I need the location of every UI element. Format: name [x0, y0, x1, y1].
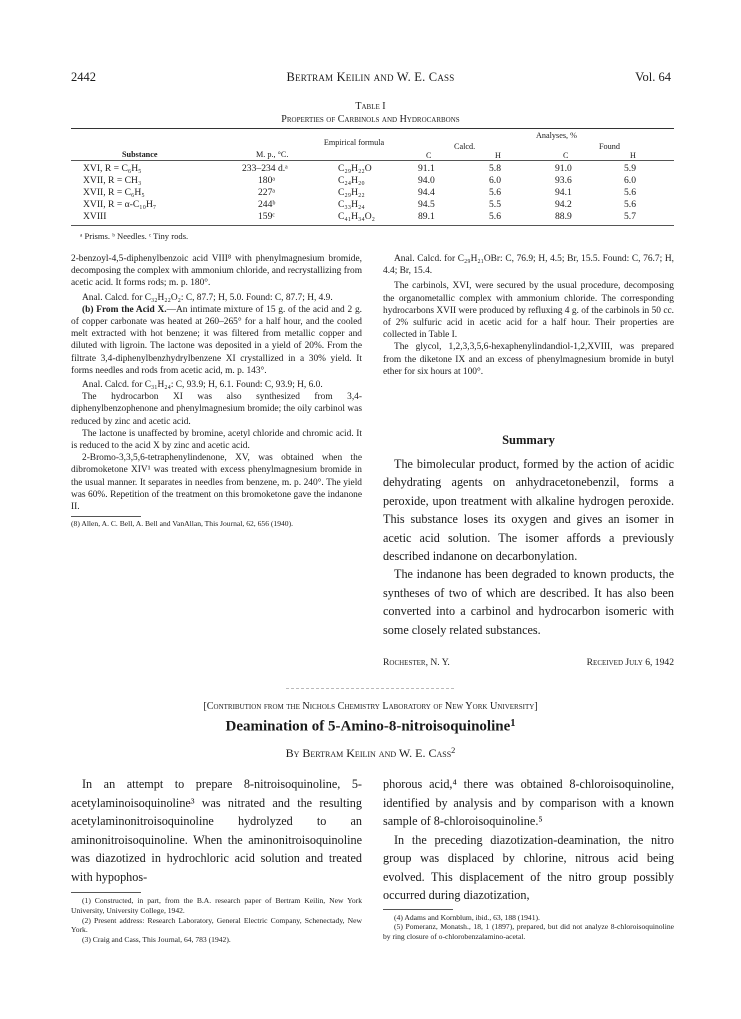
table-col-calcd: Calcd. — [454, 142, 476, 151]
table-col-empirical: Empirical formula — [323, 138, 385, 147]
cell-calc-h: 5.8 — [489, 163, 501, 174]
cell-found-c: 91.0 — [555, 163, 572, 174]
contribution-line: [Contribution from the Nichols Chemistry Laboratory of New York University] — [203, 701, 538, 712]
summary-paragraph: The indanone has been degraded to known products, the syntheses of two of which are described. It has also been converted into a carbinol and hydrocarbon isomeric with some closely related substances. — [383, 567, 674, 637]
cell-found-h: 5.7 — [624, 211, 636, 222]
table-col-h2: H — [630, 151, 636, 160]
cell-calc-c: 89.1 — [418, 211, 435, 222]
cell-found-c: 93.6 — [555, 175, 572, 186]
summary-heading: Summary — [502, 433, 555, 447]
cell-found-h: 5.6 — [624, 199, 636, 210]
section-heading: (b) From the Acid X. — [82, 304, 167, 315]
footnote: (4) Adams and Kornblum, ibid., 63, 188 (1941). — [394, 912, 540, 922]
cell-substance: XVI, R = C₆H₅ — [83, 163, 142, 174]
running-title: Bertram Keilin and W. E. Cass — [286, 70, 455, 84]
paragraph — [71, 304, 362, 377]
table-col-analyses: Analyses, % — [536, 131, 577, 140]
analysis-line: Anal. Calcd. for C₃₂H₂₂O₂: C, 87.7; H, 5.0. Found: C, 87.7; H, 4.9. — [82, 292, 333, 303]
page-number: 2442 — [71, 70, 96, 84]
cell-calc-h: 5.5 — [489, 199, 501, 210]
paragraph: In an attempt to prepare 8-nitroisoquinoline, 5-acetylaminoisoquinoline³ was nitrated and the resulting acetylaminonitroisoquinoline hydrolyzed to an aminonitroisoquinoline. When the aminonitroisoquinoline was diazotized in hydrochloric acid solution and treated with hypophos- — [71, 777, 362, 884]
cell-calc-h: 5.6 — [489, 187, 501, 198]
table-col-c: C — [426, 151, 432, 160]
summary-block — [383, 455, 674, 639]
cell-found-h: 6.0 — [624, 175, 636, 186]
cell-mp: 233–234 d.ᵃ — [242, 163, 288, 174]
analysis-line: Anal. Calcd. for C₃₁H₂₄: C, 93.9; H, 6.1. Found: C, 93.9; H, 6.0. — [82, 380, 323, 391]
cell-mp: 180ᵃ — [258, 175, 276, 186]
table-col-found: Found — [599, 142, 620, 151]
paragraph: 2-Bromo-3,3,5,6-tetraphenylindenone, XV, was obtained when the dibromoketone XIV¹ was treated with excess phenylmagnesium bromide in the usual manner. It separates in needles from benzene, m. p. 240°. The yield was 60%. Repetition of the treatment on this bromoketone gave the indanone II. — [71, 453, 362, 513]
cell-calc-c: 94.4 — [418, 187, 435, 198]
paragraph: The lactone is unaffected by bromine, acetyl chloride and chromic acid. It is reduced to the acid X by zinc and acetic acid. — [71, 428, 362, 452]
paragraph-text: —An intimate mixture of 15 g. of the acid and 2 g. of copper carbonate was heated at 260–265° for a half hour, and the cooled melt extracted with hot benzene; it was filtered from metallic copper and diluted with ligroin. The lactone was deposited in a yield of 20%. From the filtrate 3,4-diphenylbenzhydrylbenzene XI crystallized in a 30% yield. It forms needles and rods from acetic acid, m. p. 143°. — [71, 304, 362, 376]
title-footnote-mark: 1 — [510, 718, 516, 729]
table-col-substance: Substance — [122, 150, 158, 159]
analysis-line: Anal. Calcd. for C₂₉H₂₁OBr: C, 76.9; H, 4.5; Br, 15.5. Found: C, 76.7; H, 4.4; Br, 15.4. — [383, 254, 674, 277]
article-title — [0, 718, 741, 736]
paragraph: The hydrocarbon XI was also synthesized from 3,4-diphenylbenzophenone and phenylmagnesium bromide; the oily carbinol was reduced by zinc and acetic acid. — [71, 392, 362, 427]
paragraph: In the preceding diazotization-deamination, the nitro group was displaced by chlorine, nitrous acid being evolved. This displacement of the nitro group possibly occurred during diazotization, — [383, 832, 674, 902]
footnote-rule — [383, 909, 453, 910]
cell-found-c: 94.1 — [555, 187, 572, 198]
summary-paragraph: The bimolecular product, formed by the action of acidic dehydrating agents on anhydracetonebenzil, forms a peroxide, upon treatment with alkaline hydrogen peroxide. This substance loses its oxygen and gives an isomer in acetic acid solution. The isomer affords a previously described indanone on decarbonylation. — [383, 457, 674, 564]
paragraph: 2-benzoyl-4,5-diphenylbenzoic acid VIII⁸ with phenylmagnesium bromide, decomposing the complex with ammonium chloride, and recrystallizing from acetic acid. It forms rods; m. p. 180°. — [71, 254, 362, 289]
cell-calc-h: 6.0 — [489, 175, 501, 186]
cell-mp: 244ᵇ — [258, 199, 276, 210]
cell-formula: C₃₃H₂₄ — [338, 199, 365, 210]
cell-formula: C₄₁H₃₄O₂ — [338, 211, 375, 222]
footnote: (8) Allen, A. C. Bell, A. Bell and VanAllan, This Journal, 62, 656 (1940). — [71, 519, 294, 529]
table-label: Table I — [355, 101, 386, 112]
cell-calc-h: 5.6 — [489, 211, 501, 222]
place-line: Rochester, N. Y. — [383, 657, 450, 668]
footnote-rule — [71, 516, 141, 517]
table-footnote: ᵃ Prisms. ᵇ Needles. ᶜ Tiny rods. — [80, 231, 189, 241]
article-title-text: Deamination of 5-Amino-8-nitroisoquinoline — [225, 718, 511, 735]
footnote: (3) Craig and Cass, This Journal, 64, 783 (1942). — [82, 935, 231, 945]
cell-formula: C₂₄H₂₀ — [338, 175, 365, 186]
paragraph: The carbinols, XVI, were secured by the usual procedure, decomposing the organometallic complex with ammonium chloride. The corresponding hydrocarbons XVII were produced by refluxing 4 g. of the carbinols in 50 cc. of 2% sulfuric acid in acetic acid for a half hour. Their properties are collected in Table I. — [383, 281, 674, 341]
footnote-rule — [71, 892, 141, 893]
cell-found-c: 94.2 — [555, 199, 572, 210]
footnote: (5) Pomeranz, Monatsh., 18, 1 (1897), prepared, but did not analyze 8-chloroisoquinoline by ring closure of o-chlorobenzalamino-acetal. — [383, 922, 674, 942]
left-column — [71, 253, 362, 529]
byline — [0, 746, 741, 761]
received-line: Received July 6, 1942 — [586, 657, 674, 668]
table-bottom-rule — [71, 225, 674, 226]
article-divider — [286, 688, 454, 689]
byline-text: By Bertram Keilin and W. E. Cass — [285, 746, 452, 760]
table-col-h: H — [495, 151, 501, 160]
cell-substance: XVII, R = C₆H₅ — [83, 187, 145, 198]
footnote: (1) Constructed, in part, from the B.A. research paper of Bertram Keilin, New York University, University College, 1942. — [71, 896, 362, 915]
footnote: (2) Present address: Research Laboratory, General Electric Company, Schenectady, New York. — [71, 915, 362, 935]
table-title: Properties of Carbinols and Hydrocarbons — [281, 114, 460, 125]
cell-substance: XVIII — [83, 211, 107, 222]
article2-right-column — [383, 775, 674, 942]
table-col-c2: C — [563, 151, 569, 160]
table-header-rule — [71, 160, 674, 161]
cell-mp: 227ᵃ — [258, 187, 276, 198]
table-top-rule — [71, 128, 674, 129]
cell-mp: 159ᶜ — [258, 211, 275, 222]
paragraph: The glycol, 1,2,3,3,5,6-hexaphenylindandiol-1,2,XVIII, was prepared from the diketone IX and an excess of phenylmagnesium bromide in butyl ether for six hours at 100°. — [383, 342, 674, 377]
cell-calc-c: 94.5 — [418, 199, 435, 210]
cell-found-h: 5.9 — [624, 163, 636, 174]
paragraph: phorous acid,⁴ there was obtained 8-chloroisoquinoline, identified by analysis and by comparison with a known sample of 8-chloroisoquinoline.⁵ — [383, 777, 674, 828]
byline-footnote-mark: 2 — [451, 746, 456, 756]
article2-left-column — [71, 775, 362, 945]
table-col-mp: M. p., °C. — [256, 150, 289, 159]
cell-calc-c: 94.0 — [418, 175, 435, 186]
cell-found-h: 5.6 — [624, 187, 636, 198]
volume-label: Vol. 64 — [635, 70, 671, 84]
cell-formula: C₂₉H₂₂ — [338, 187, 365, 198]
right-column — [383, 253, 674, 378]
cell-found-c: 88.9 — [555, 211, 572, 222]
cell-calc-c: 91.1 — [418, 163, 435, 174]
cell-formula: C₂₉H₂₂O — [338, 163, 372, 174]
cell-substance: XVII, R = CH₃ — [83, 175, 142, 186]
cell-substance: XVII, R = α-C₁₀H₇ — [83, 199, 157, 210]
